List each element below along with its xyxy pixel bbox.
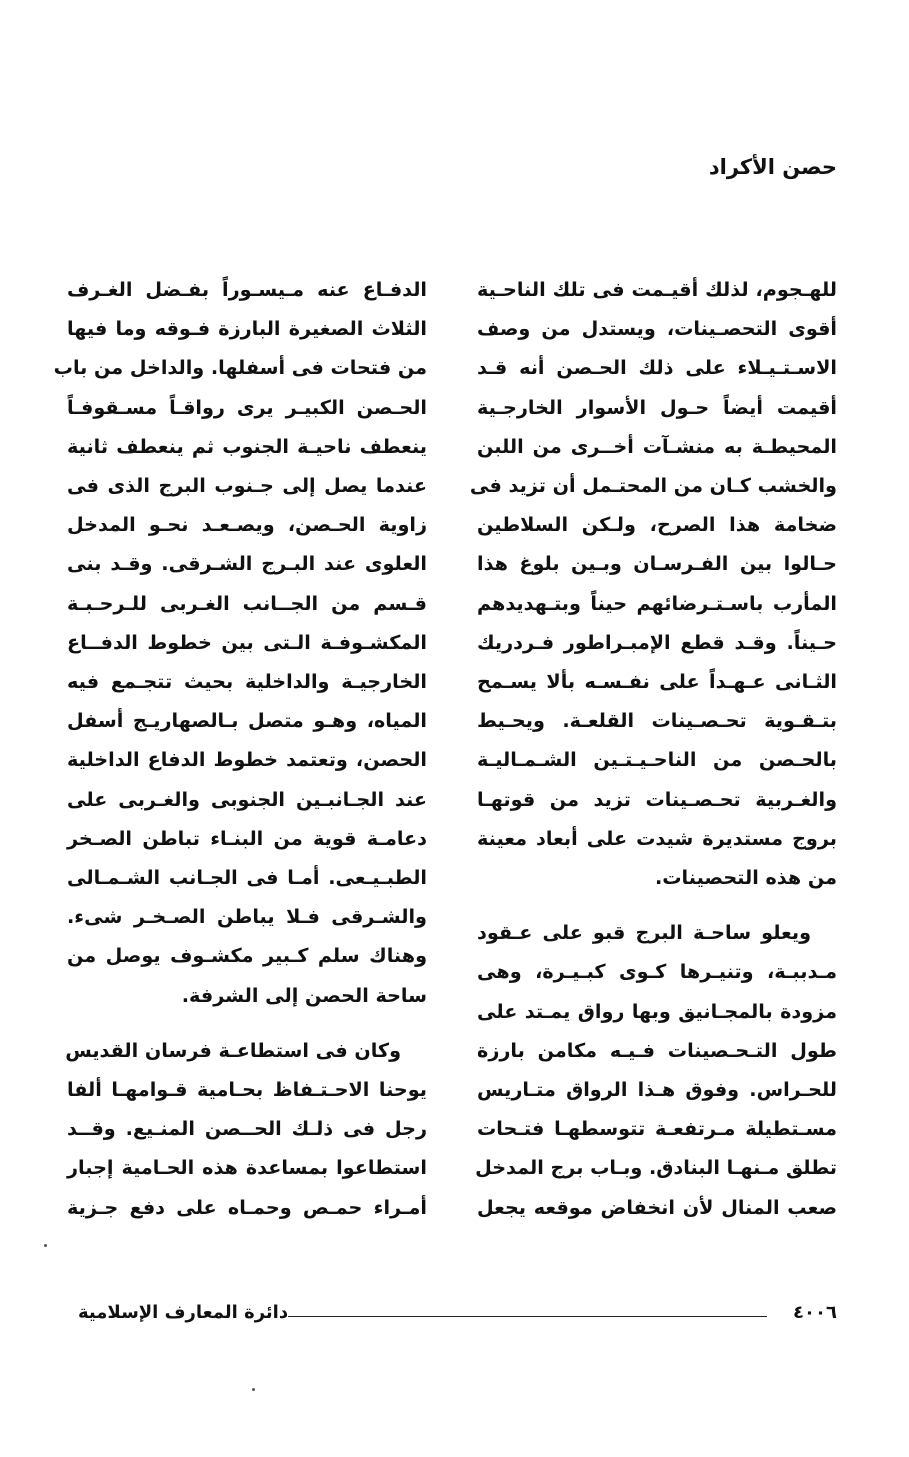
text-line: المحيطـة به منشـآت أخــرى من اللبن [477, 434, 837, 458]
text-line: الحـصن الكبيـر يرى رواقـاً مسـقوفـاً [67, 395, 427, 419]
text-line: بتـقـوية تحـصـينات القلعـة. ويحـيط [477, 709, 837, 733]
publication-title: دائرة المعارف الإسلامية [78, 1302, 289, 1323]
text-line: الطبـيـعى. أمـا فى الجـانب الشـمـالى [67, 866, 427, 890]
text-line: صعب المنال لأن انخفاض موقعه يجعل [477, 1195, 837, 1219]
text-line: مزودة بالمجـانيق وبها رواق يمـتد على [477, 999, 837, 1023]
text-line: المياه، وهـو متصل بـالصهاريـج أسفل [67, 709, 427, 733]
text-line: العلوى عند البـرج الشـرقى. وقـد بنى [67, 552, 427, 576]
text-line: رجل فى ذلـك الحــصن المنـيع. وقــد [67, 1117, 427, 1141]
text-column-left [53, 270, 427, 1227]
text-line: وكان فى استطاعـة فرسان القديس [65, 1038, 401, 1062]
text-line: المكشـوفـة الـتى بين خطوط الدفــاع [67, 630, 427, 654]
text-line: عندما يصل إلى جـنوب البرج الذى فى [67, 474, 427, 498]
text-line: والشـرقى فـلا يباطن الصـخـر شىء. [67, 905, 427, 929]
paragraph [477, 913, 837, 1227]
text-line: بالحـصن من الناحـيـتـين الشـمـاليـة [477, 748, 837, 772]
text-line: الثـانى عـهـداً على نفـسـه بألا يسـمح [477, 670, 837, 694]
text-line: من فتحات فى أسفلها. والداخل من باب [53, 356, 427, 380]
text-line: حـالوا بين الفـرسـان وبـين بلوغ هذا [477, 552, 837, 576]
text-line: ضخامة هذا الصرح، ولـكن السلاطين [477, 513, 837, 537]
text-line: أقيمت أيضاً حـول الأسوار الخارجـية [477, 395, 837, 419]
page-footer [78, 1302, 837, 1332]
text-line: ويعلو ساحـة البرج قبو على عـقود [477, 921, 811, 945]
paragraph [469, 270, 837, 897]
text-line: ساحة الحصن إلى الشرفة. [181, 983, 427, 1007]
text-line: زاوية الحـصن، ويصـعـد نحـو المدخل [67, 513, 427, 537]
text-line: استطاعوا بمساعدة هذه الحـامية إجبار [67, 1156, 427, 1180]
text-line: الحصن، وتعتمد خطوط الدفاع الداخلية [67, 748, 427, 772]
footer-rule [288, 1316, 767, 1317]
text-line: دعامـة قوية من البنـاء تباطن الصـخر [67, 826, 427, 850]
text-line: تطلق مـنهـا البنادق. وبـاب برج المدخل [475, 1156, 837, 1180]
scan-speck [44, 1244, 47, 1247]
text-line: عند الجـانبـين الجنوبى والغـربى على [67, 787, 427, 811]
scan-speck [252, 1388, 255, 1391]
text-line: الثلاث الصغيرة البارزة فـوقه وما فيها [67, 317, 427, 341]
text-line: قـسم من الجــانب الغـربى للـرحـبـة [67, 591, 427, 615]
text-line: ينعطف ناحيـة الجنوب ثم ينعطف ثانية [67, 434, 427, 458]
text-line: مسـتطيلة مـرتفعـة تتوسطهـا فتـحات [477, 1117, 837, 1141]
text-line: بروج مستديرة شيدت على أبعاد معينة [477, 826, 837, 850]
text-line: أمـراء حمـص وحمـاه على دفع جـزية [67, 1195, 427, 1219]
text-line: يوحنا الاحـتـفاظ بحـامية قـوامهـا ألفا [67, 1078, 427, 1102]
text-line: أقوى التحصـينات، ويستدل من وصف [477, 317, 837, 341]
text-line: حـيناً. وقـد قطع الإمبـراطور فـردريك [477, 630, 837, 654]
text-column-right [469, 270, 837, 1227]
paragraph [53, 270, 427, 1015]
text-line: والخشب كـان من المحتـمل أن تزيد فى [469, 474, 837, 498]
text-line: للحـراس. وفوق هـذا الرواق متـاريس [477, 1078, 837, 1102]
text-line: والغـربية تحـصـينات تزيد من قوتهـا [477, 787, 837, 811]
text-line: وهناك سلم كـبير مكشـوف يوصل من [67, 944, 427, 968]
text-line: من هذه التحصينات. [654, 866, 837, 890]
page-number: ٤٠٠٦ [793, 1302, 837, 1323]
text-line: الخارجيـة والداخلية بحيث تتجـمع فيه [67, 670, 427, 694]
paragraph [67, 1031, 427, 1227]
text-line: للهـجوم، لذلك أقيـمت فى تلك الناحـية [477, 278, 837, 301]
text-line: الاسـتـيـلاء على ذلك الحـصن أنه قـد [477, 356, 837, 380]
text-line: المأرب باسـتـرضائهم حيناً وبتـهديدهم [477, 591, 837, 615]
text-line: طول التـحـصينات فـيـه مكامن بارزة [477, 1038, 837, 1062]
running-header-title: حصن الأكراد [708, 155, 837, 179]
text-line: الدفـاع عنه مـيسـوراً بفـضل الغـرف [67, 278, 427, 301]
text-line: مـدببـة، وتنيـرها كـوى كبـيـرة، وهى [477, 960, 837, 984]
